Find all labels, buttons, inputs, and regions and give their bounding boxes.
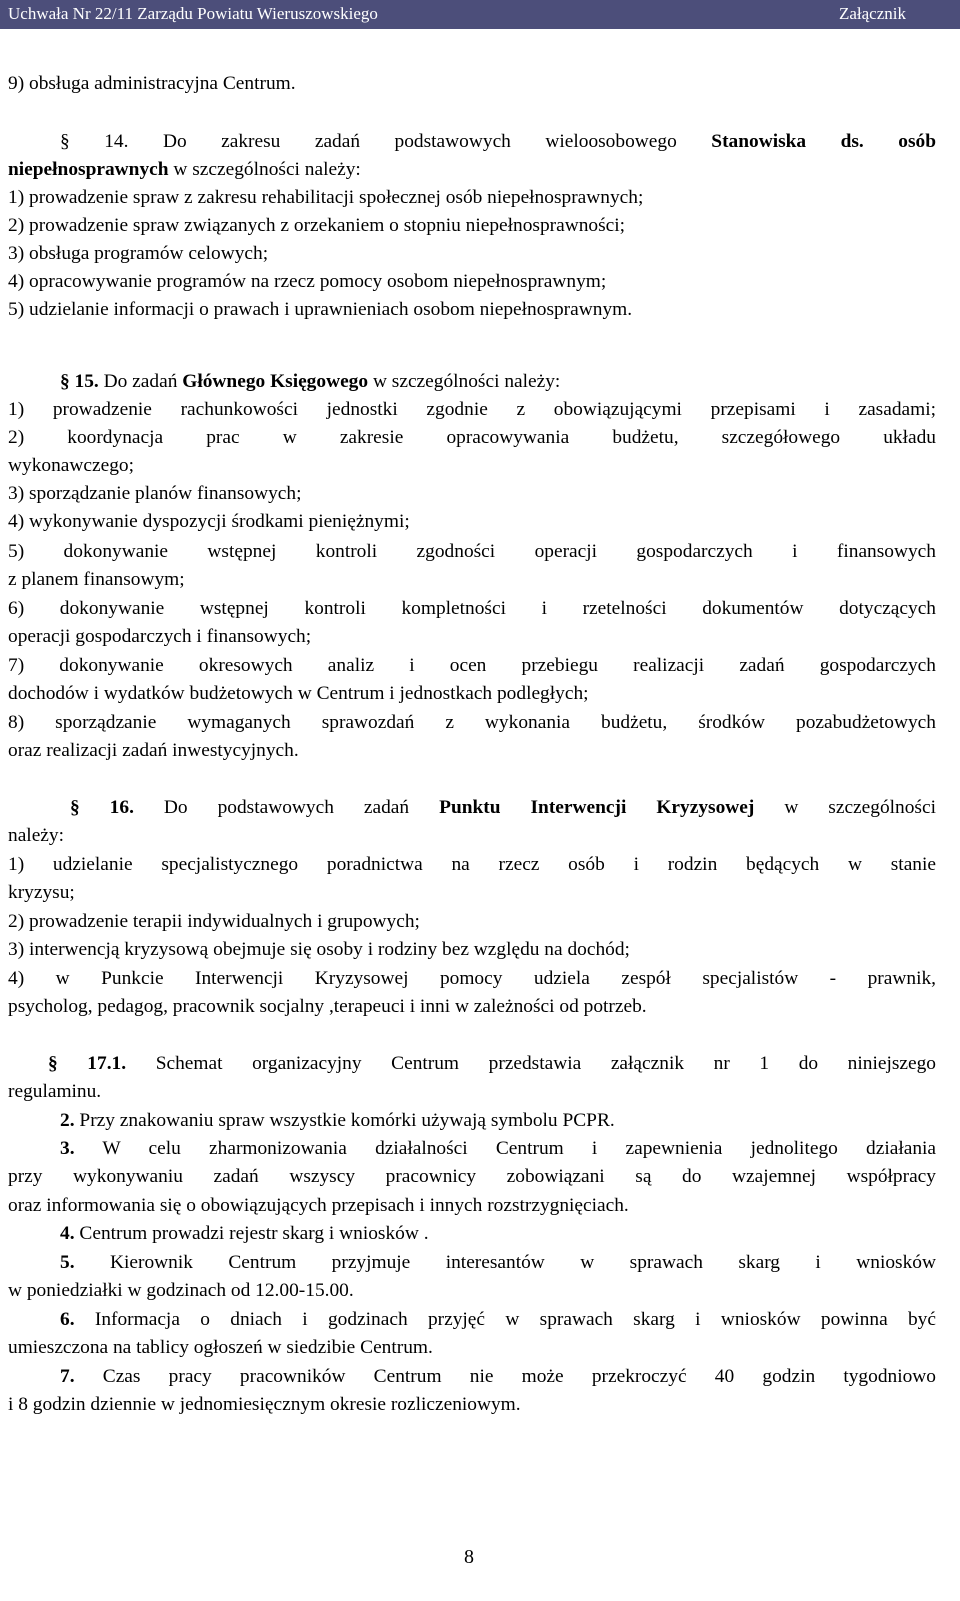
list-item: 8) sporządzanie wymaganych sprawozdań z wykonania budżetu, środków pozabudżetowych [8, 712, 936, 733]
section-15-bold: Głównego Księgowego [182, 371, 369, 392]
section-14-number: § 14. [60, 131, 129, 152]
section-14-bold-2: niepełnosprawnych [8, 159, 169, 180]
section-15-text-a: Do zadań [103, 371, 178, 392]
list-item: psycholog, pedagog, pracownik socjalny ,terapeuci i inni w zależności od potrzeb. [8, 996, 647, 1017]
item-number: 3. [60, 1138, 75, 1159]
section-14-text-2: w szczególności należy: [173, 159, 361, 180]
list-item: 2) koordynacja prac w zakresie opracowywania budżetu, szczegółowego układu [8, 427, 936, 448]
item-text: Centrum prowadzi rejestr skarg i wniosków . [79, 1223, 429, 1244]
item-number: 5. [60, 1252, 75, 1273]
list-item [8, 1137, 936, 1161]
list-item [60, 1109, 615, 1133]
list-item: umieszczona na tablicy ogłoszeń w siedzibie Centrum. [8, 1337, 433, 1358]
section-14-line-2 [8, 158, 361, 182]
item-9: 9) obsługa administracyjna Centrum. [8, 73, 296, 94]
section-17-number: § 17.1. [48, 1053, 127, 1074]
list-item: 1) prowadzenie spraw z zakresu rehabilitacji społecznej osób niepełnosprawnych; [8, 187, 644, 208]
list-item: kryzysu; [8, 882, 75, 903]
list-item: 5) udzielanie informacji o prawach i uprawnieniach osobom niepełnosprawnym. [8, 299, 633, 320]
list-item: 4) opracowywanie programów na rzecz pomocy osobom niepełnosprawnym; [8, 271, 607, 292]
section-14-text: Do zakresu zadań podstawowych wieloosobowego [162, 131, 677, 152]
item-number: 4. [60, 1223, 75, 1244]
section-17-text: Schemat organizacyjny Centrum przedstawia załącznik nr 1 do niniejszego [155, 1053, 936, 1074]
section-16-number: § 16. [70, 797, 134, 818]
section-14-bold: Stanowiska ds. osób [711, 131, 936, 152]
list-item: 7) dokonywanie okresowych analiz i ocen przebiegu realizacji zadań gospodarczych [8, 655, 936, 676]
page-number: 8 [464, 1546, 474, 1568]
section-16-heading [8, 796, 936, 820]
list-item: 3) sporządzanie planów finansowych; [8, 483, 302, 504]
item-text: W celu zharmonizowania działalności Centrum i zapewnienia jednolitego działania [102, 1138, 937, 1159]
list-item: 3) obsługa programów celowych; [8, 243, 269, 264]
list-item: 2) prowadzenie spraw związanych z orzekaniem o stopniu niepełnosprawności; [8, 215, 626, 236]
item-number: 7. [60, 1366, 75, 1387]
item-text: Kierownik Centrum przyjmuje interesantów w sprawach skarg i wniosków [110, 1252, 936, 1273]
list-item: 4) w Punkcie Interwencji Kryzysowej pomocy udziela zespół specjalistów - prawnik, [8, 968, 936, 989]
section-17-heading [8, 1052, 936, 1076]
section-16-text-c: w szczególności [784, 797, 936, 818]
list-item [60, 1222, 429, 1246]
section-16-bold: Punktu Interwencji Kryzysowej [439, 797, 755, 818]
list-item: dochodów i wydatków budżetowych w Centrum i jednostkach podległych; [8, 683, 589, 704]
list-item: w poniedziałki w godzinach od 12.00-15.00. [8, 1280, 354, 1301]
list-item: 4) wykonywanie dyspozycji środkami pieniężnymi; [8, 511, 410, 532]
list-item: 2) prowadzenie terapii indywidualnych i grupowych; [8, 911, 420, 932]
section-15-number: § 15. [60, 371, 99, 392]
section-17-line-2: regulaminu. [8, 1081, 102, 1102]
section-16-line-2: należy: [8, 825, 64, 846]
document-header [0, 0, 960, 29]
header-title: Uchwała Nr 22/11 Zarządu Powiatu Wieruszowskiego [8, 4, 378, 23]
list-item: 1) prowadzenie rachunkowości jednostki zgodnie z obowiązującymi przepisami i zasadami; [8, 399, 936, 420]
section-15-text-c: w szczególności należy: [372, 371, 561, 392]
list-item: operacji gospodarczych i finansowych; [8, 626, 312, 647]
section-16-text-a: Do podstawowych zadań [163, 797, 410, 818]
item-text: Przy znakowaniu spraw wszystkie komórki używają symbolu PCPR. [79, 1110, 615, 1131]
section-15-heading [60, 370, 560, 394]
section-14-heading [8, 130, 936, 154]
list-item: i 8 godzin dziennie w jednomiesięcznym okresie rozliczeniowym. [8, 1394, 521, 1415]
list-item: przy wykonywaniu zadań wszyscy pracownicy zobowiązani są do wzajemnej współpracy [8, 1166, 936, 1187]
list-item: 5) dokonywanie wstępnej kontroli zgodności operacji gospodarczych i finansowych [8, 541, 936, 562]
header-annex: Załącznik [838, 4, 906, 23]
list-item [8, 1365, 936, 1389]
list-item: oraz realizacji zadań inwestycyjnych. [8, 740, 299, 761]
list-item: 6) dokonywanie wstępnej kontroli kompletności i rzetelności dokumentów dotyczących [8, 598, 936, 619]
list-item: oraz informowania się o obowiązujących przepisach i innych rozstrzygnięciach. [8, 1195, 629, 1216]
list-item: z planem finansowym; [8, 569, 185, 590]
list-item: 1) udzielanie specjalistycznego poradnictwa na rzecz osób i rodzin będących w stanie [8, 854, 936, 875]
list-item [8, 1251, 936, 1275]
list-item: wykonawczego; [8, 455, 134, 476]
list-item: 3) interwencją kryzysową obejmuje się osoby i rodziny bez względu na dochód; [8, 939, 630, 960]
list-item [8, 1308, 936, 1332]
item-number: 2. [60, 1110, 75, 1131]
item-text: Czas pracy pracowników Centrum nie może przekroczyć 40 godzin tygodniowo [102, 1366, 936, 1387]
item-text: Informacja o dniach i godzinach przyjęć w sprawach skarg i wniosków powinna być [94, 1309, 936, 1330]
item-number: 6. [60, 1309, 75, 1330]
